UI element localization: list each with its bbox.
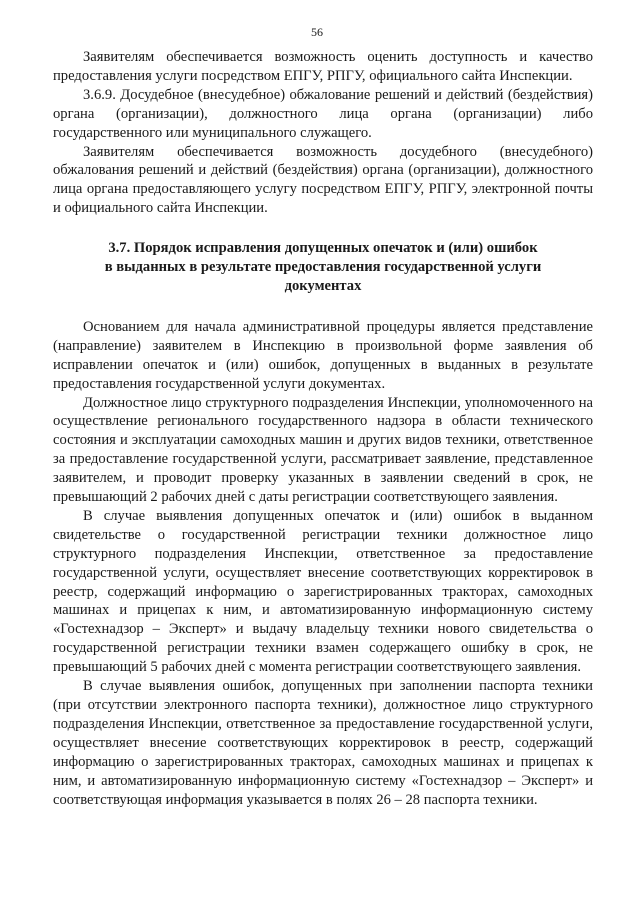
paragraph: Заявителям обеспечивается возможность досудебного (внесудебного) обжалования решений и действий (бездействия) органа (организации), должностного лица органа предоставляющего услугу посредством ЕПГУ, РПГУ, электронной почты и официального сайта Инспекции. <box>53 143 593 217</box>
section-heading-line: в выданных в результате предоставления государственной услуги <box>104 259 542 276</box>
section-heading-line: 3.7. Порядок исправления допущенных опечаток и (или) ошибок <box>108 240 538 257</box>
paragraph: В случае выявления ошибок, допущенных при заполнении паспорта техники (при отсутствии электронного паспорта техники), должностное лицо структурного подразделения Инспекции, ответственное за предоставление государственной услуги, осуществляет внесение соответствующих корректировок в реестр, содержащий информацию о зарегистрированных тракторах, самоходных машинах и прицепах к ним, и автоматизированную информационную систему «Гостехнадзор – Эксперт» и соответствующая информация указывается в полях 26 – 28 паспорта техники. <box>53 678 593 808</box>
document-body <box>53 48 593 809</box>
paragraph: Основанием для начала административной процедуры является представление (направление) заявителем в Инспекцию в произвольной форме заявления об исправлении опечаток и (или) ошибок, допущенных в выданных в результате предоставления государственной услуги документах. <box>53 318 593 392</box>
intro-block <box>53 48 593 218</box>
section-heading <box>53 239 593 296</box>
page-number: 56 <box>311 25 323 39</box>
paragraph: В случае выявления допущенных опечаток и (или) ошибок в выданном свидетельстве о государственной регистрации техники должностное лицо структурного подразделения Инспекции, ответственное за предоставление государственной услуги, осуществляет внесение соответствующих корректировок в реестр, содержащий информацию о зарегистрированных тракторах, самоходных машинах и прицепах к ним, и автоматизированную информационную систему «Гостехнадзор – Эксперт» и выдачу владельцу техники нового свидетельства о государственной регистрации техники взамен содержащего ошибку в срок, не превышающий 5 рабочих дней с момента регистрации соответствующего заявления. <box>53 507 593 676</box>
paragraph: 3.6.9. Досудебное (внесудебное) обжалование решений и действий (бездействия) органа (организации), должностного лица органа (организации) либо государственного или муниципального служащего. <box>53 86 593 141</box>
paragraph: Заявителям обеспечивается возможность оценить доступность и качество предоставления услуги посредством ЕПГУ, РПГУ, официального сайта Инспекции. <box>53 49 593 84</box>
paragraph: Должностное лицо структурного подразделения Инспекции, уполномоченного на осуществление регионального государственного надзора в области технического состояния и эксплуатации самоходных машин и других видов техники, ответственное за предоставление государственной услуги, рассматривает заявление, представленное заявителем, и проводит проверку указанных в заявлении сведений в срок, не превышающий 2 рабочих дней с даты регистрации соответствующего заявления. <box>53 394 593 506</box>
section-body <box>53 318 593 810</box>
section-heading-line: документах <box>284 277 362 294</box>
